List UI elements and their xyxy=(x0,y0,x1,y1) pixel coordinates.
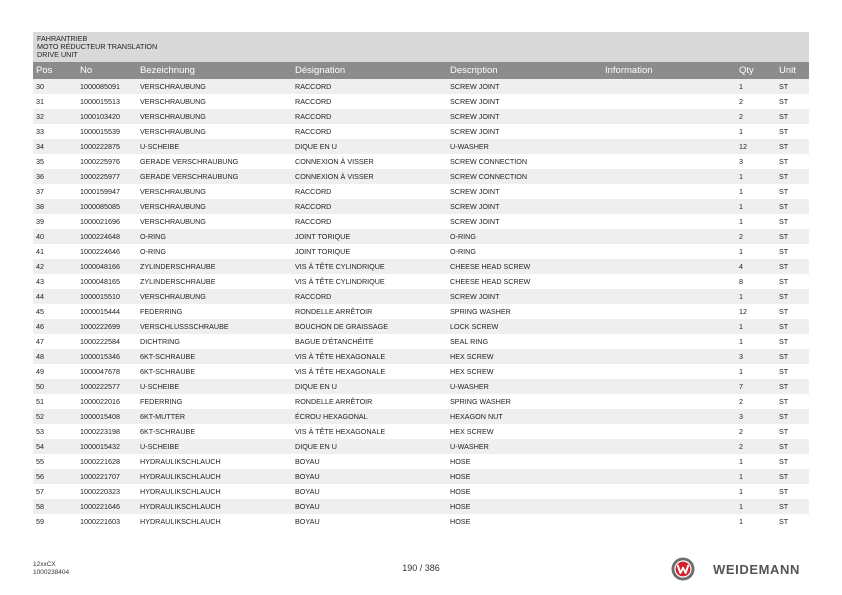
cell-pos: 51 xyxy=(33,394,77,409)
cell-pos: 55 xyxy=(33,454,77,469)
cell-part-number: 1000085085 xyxy=(77,199,137,214)
cell-qty: 3 xyxy=(736,154,776,169)
weidemann-w-logo-icon xyxy=(671,557,695,581)
cell-description: HOSE xyxy=(447,514,602,529)
cell-information xyxy=(602,109,736,124)
cell-information xyxy=(602,304,736,319)
cell-description: SCREW JOINT xyxy=(447,184,602,199)
cell-designation: VIS À TÊTE HEXAGONALE xyxy=(292,364,447,379)
cell-bezeichnung: 6KT-SCHRAUBE xyxy=(137,349,292,364)
cell-designation: VIS À TÊTE CYLINDRIQUE xyxy=(292,274,447,289)
cell-description: HEX SCREW xyxy=(447,364,602,379)
cell-pos: 57 xyxy=(33,484,77,499)
cell-qty: 12 xyxy=(736,139,776,154)
cell-unit: ST xyxy=(776,424,809,439)
cell-part-number: 1000221603 xyxy=(77,514,137,529)
cell-description: SPRING WASHER xyxy=(447,394,602,409)
cell-part-number: 1000222699 xyxy=(77,319,137,334)
cell-pos: 35 xyxy=(33,154,77,169)
cell-pos: 36 xyxy=(33,169,77,184)
cell-description: SPRING WASHER xyxy=(447,304,602,319)
cell-description: HEXAGON NUT xyxy=(447,409,602,424)
cell-pos: 41 xyxy=(33,244,77,259)
cell-qty: 2 xyxy=(736,94,776,109)
cell-unit: ST xyxy=(776,154,809,169)
cell-designation: CONNEXION À VISSER xyxy=(292,154,447,169)
cell-bezeichnung: U-SCHEIBE xyxy=(137,379,292,394)
cell-information xyxy=(602,184,736,199)
section-title-block xyxy=(33,32,809,62)
cell-description: SCREW CONNECTION xyxy=(447,169,602,184)
cell-information xyxy=(602,514,736,529)
cell-description: HEX SCREW xyxy=(447,424,602,439)
table-row xyxy=(33,199,809,214)
cell-part-number: 1000159947 xyxy=(77,184,137,199)
cell-part-number: 1000047678 xyxy=(77,364,137,379)
table-row xyxy=(33,469,809,484)
cell-description: U-WASHER xyxy=(447,439,602,454)
cell-pos: 31 xyxy=(33,94,77,109)
cell-designation: RACCORD xyxy=(292,199,447,214)
cell-bezeichnung: U-SCHEIBE xyxy=(137,439,292,454)
column-header-pos: Pos xyxy=(33,62,77,79)
cell-information xyxy=(602,139,736,154)
cell-bezeichnung: HYDRAULIKSCHLAUCH xyxy=(137,499,292,514)
cell-pos: 53 xyxy=(33,424,77,439)
column-header-qty: Qty xyxy=(736,62,776,79)
cell-information xyxy=(602,499,736,514)
cell-qty: 2 xyxy=(736,424,776,439)
cell-information xyxy=(602,229,736,244)
cell-designation: RACCORD xyxy=(292,184,447,199)
cell-unit: ST xyxy=(776,79,809,94)
cell-designation: DIQUE EN U xyxy=(292,379,447,394)
cell-information xyxy=(602,199,736,214)
cell-designation: DIQUE EN U xyxy=(292,139,447,154)
table-row xyxy=(33,184,809,199)
cell-bezeichnung: HYDRAULIKSCHLAUCH xyxy=(137,484,292,499)
cell-part-number: 1000015346 xyxy=(77,349,137,364)
cell-information xyxy=(602,469,736,484)
cell-unit: ST xyxy=(776,124,809,139)
cell-qty: 1 xyxy=(736,244,776,259)
page-number: 190 / 386 xyxy=(402,563,440,573)
cell-bezeichnung: HYDRAULIKSCHLAUCH xyxy=(137,514,292,529)
cell-designation: VIS À TÊTE HEXAGONALE xyxy=(292,424,447,439)
cell-unit: ST xyxy=(776,349,809,364)
table-row xyxy=(33,304,809,319)
cell-qty: 1 xyxy=(736,79,776,94)
table-row xyxy=(33,319,809,334)
cell-bezeichnung: VERSCHRAUBUNG xyxy=(137,199,292,214)
cell-part-number: 1000015510 xyxy=(77,289,137,304)
cell-description: HEX SCREW xyxy=(447,349,602,364)
cell-information xyxy=(602,349,736,364)
cell-qty: 3 xyxy=(736,409,776,424)
cell-unit: ST xyxy=(776,94,809,109)
column-header-description: Description xyxy=(447,62,602,79)
cell-unit: ST xyxy=(776,109,809,124)
cell-bezeichnung: VERSCHLUSSSCHRAUBE xyxy=(137,319,292,334)
cell-description: U-WASHER xyxy=(447,379,602,394)
cell-unit: ST xyxy=(776,304,809,319)
cell-bezeichnung: VERSCHRAUBUNG xyxy=(137,184,292,199)
cell-unit: ST xyxy=(776,319,809,334)
cell-description: HOSE xyxy=(447,469,602,484)
cell-bezeichnung: DICHTRING xyxy=(137,334,292,349)
cell-pos: 49 xyxy=(33,364,77,379)
cell-unit: ST xyxy=(776,364,809,379)
cell-qty: 1 xyxy=(736,364,776,379)
cell-pos: 44 xyxy=(33,289,77,304)
table-row xyxy=(33,334,809,349)
cell-unit: ST xyxy=(776,184,809,199)
cell-pos: 59 xyxy=(33,514,77,529)
cell-designation: ÉCROU HEXAGONAL xyxy=(292,409,447,424)
section-title-de: FAHRANTRIEB xyxy=(37,34,88,43)
cell-bezeichnung: ZYLINDERSCHRAUBE xyxy=(137,259,292,274)
cell-description: O-RING xyxy=(447,229,602,244)
cell-part-number: 1000221646 xyxy=(77,499,137,514)
table-row xyxy=(33,94,809,109)
cell-unit: ST xyxy=(776,259,809,274)
cell-qty: 1 xyxy=(736,184,776,199)
cell-pos: 43 xyxy=(33,274,77,289)
cell-information xyxy=(602,289,736,304)
cell-part-number: 1000015408 xyxy=(77,409,137,424)
table-row xyxy=(33,154,809,169)
cell-part-number: 1000021696 xyxy=(77,214,137,229)
cell-designation: BOYAU xyxy=(292,499,447,514)
cell-pos: 47 xyxy=(33,334,77,349)
cell-designation: JOINT TORIQUE xyxy=(292,229,447,244)
table-row xyxy=(33,484,809,499)
cell-description: SEAL RING xyxy=(447,334,602,349)
table-row xyxy=(33,244,809,259)
cell-designation: BOYAU xyxy=(292,454,447,469)
table-row xyxy=(33,289,809,304)
cell-qty: 2 xyxy=(736,439,776,454)
cell-pos: 34 xyxy=(33,139,77,154)
column-header-unit: Unit xyxy=(776,62,809,79)
cell-pos: 46 xyxy=(33,319,77,334)
cell-part-number: 1000224648 xyxy=(77,229,137,244)
table-row xyxy=(33,409,809,424)
cell-qty: 2 xyxy=(736,229,776,244)
cell-information xyxy=(602,454,736,469)
section-title-fr: MOTO RÉDUCTEUR TRANSLATION xyxy=(37,42,158,52)
cell-information xyxy=(602,439,736,454)
cell-part-number: 1000048165 xyxy=(77,274,137,289)
cell-description: SCREW JOINT xyxy=(447,94,602,109)
cell-pos: 42 xyxy=(33,259,77,274)
cell-information xyxy=(602,79,736,94)
cell-bezeichnung: O-RING xyxy=(137,229,292,244)
cell-designation: RACCORD xyxy=(292,289,447,304)
cell-unit: ST xyxy=(776,334,809,349)
cell-bezeichnung: FEDERRING xyxy=(137,304,292,319)
cell-description: SCREW JOINT xyxy=(447,289,602,304)
cell-information xyxy=(602,214,736,229)
cell-designation: RACCORD xyxy=(292,124,447,139)
table-row xyxy=(33,394,809,409)
cell-part-number: 1000220323 xyxy=(77,484,137,499)
cell-pos: 37 xyxy=(33,184,77,199)
table-header-row xyxy=(33,62,809,79)
cell-qty: 1 xyxy=(736,469,776,484)
cell-unit: ST xyxy=(776,214,809,229)
cell-qty: 1 xyxy=(736,124,776,139)
cell-information xyxy=(602,379,736,394)
parts-table xyxy=(33,62,809,529)
cell-designation: RACCORD xyxy=(292,214,447,229)
cell-pos: 54 xyxy=(33,439,77,454)
cell-part-number: 1000048166 xyxy=(77,259,137,274)
cell-bezeichnung: VERSCHRAUBUNG xyxy=(137,289,292,304)
brand-wordmark: WEIDEMANN xyxy=(713,562,801,577)
cell-unit: ST xyxy=(776,469,809,484)
cell-pos: 32 xyxy=(33,109,77,124)
parts-table-body xyxy=(33,79,809,529)
cell-part-number: 1000224646 xyxy=(77,244,137,259)
cell-unit: ST xyxy=(776,439,809,454)
cell-information xyxy=(602,364,736,379)
cell-information xyxy=(602,154,736,169)
cell-description: SCREW JOINT xyxy=(447,109,602,124)
cell-designation: RONDELLE ARRÊTOIR xyxy=(292,304,447,319)
cell-qty: 1 xyxy=(736,214,776,229)
cell-designation: BOYAU xyxy=(292,484,447,499)
cell-designation: CONNEXION À VISSER xyxy=(292,169,447,184)
cell-designation: JOINT TORIQUE xyxy=(292,244,447,259)
cell-description: HOSE xyxy=(447,454,602,469)
cell-qty: 7 xyxy=(736,379,776,394)
cell-unit: ST xyxy=(776,274,809,289)
cell-bezeichnung: GERADE VERSCHRAUBUNG xyxy=(137,169,292,184)
cell-pos: 52 xyxy=(33,409,77,424)
cell-pos: 33 xyxy=(33,124,77,139)
cell-pos: 38 xyxy=(33,199,77,214)
cell-description: SCREW CONNECTION xyxy=(447,154,602,169)
cell-bezeichnung: FEDERRING xyxy=(137,394,292,409)
cell-description: SCREW JOINT xyxy=(447,199,602,214)
cell-description: HOSE xyxy=(447,484,602,499)
cell-qty: 3 xyxy=(736,349,776,364)
cell-qty: 1 xyxy=(736,514,776,529)
cell-information xyxy=(602,244,736,259)
cell-qty: 1 xyxy=(736,169,776,184)
cell-qty: 1 xyxy=(736,454,776,469)
cell-description: O-RING xyxy=(447,244,602,259)
cell-unit: ST xyxy=(776,484,809,499)
column-header-designation: Désignation xyxy=(292,62,447,79)
cell-information xyxy=(602,424,736,439)
cell-designation: BOYAU xyxy=(292,469,447,484)
cell-pos: 56 xyxy=(33,469,77,484)
cell-part-number: 1000015539 xyxy=(77,124,137,139)
cell-pos: 30 xyxy=(33,79,77,94)
cell-designation: BAGUE D'ÉTANCHÉITÉ xyxy=(292,334,447,349)
table-row xyxy=(33,379,809,394)
cell-designation: RONDELLE ARRÊTOIR xyxy=(292,394,447,409)
cell-qty: 1 xyxy=(736,289,776,304)
cell-unit: ST xyxy=(776,199,809,214)
cell-unit: ST xyxy=(776,409,809,424)
table-row xyxy=(33,274,809,289)
cell-part-number: 1000222875 xyxy=(77,139,137,154)
cell-unit: ST xyxy=(776,394,809,409)
table-row xyxy=(33,229,809,244)
cell-description: HOSE xyxy=(447,499,602,514)
table-row xyxy=(33,79,809,94)
cell-pos: 50 xyxy=(33,379,77,394)
table-row xyxy=(33,424,809,439)
cell-bezeichnung: VERSCHRAUBUNG xyxy=(137,124,292,139)
cell-qty: 1 xyxy=(736,484,776,499)
cell-information xyxy=(602,259,736,274)
cell-unit: ST xyxy=(776,514,809,529)
cell-information xyxy=(602,94,736,109)
cell-bezeichnung: U-SCHEIBE xyxy=(137,139,292,154)
cell-pos: 48 xyxy=(33,349,77,364)
cell-information xyxy=(602,274,736,289)
cell-qty: 2 xyxy=(736,394,776,409)
table-row xyxy=(33,259,809,274)
cell-qty: 12 xyxy=(736,304,776,319)
cell-pos: 58 xyxy=(33,499,77,514)
cell-part-number: 1000225976 xyxy=(77,154,137,169)
cell-qty: 1 xyxy=(736,319,776,334)
table-row xyxy=(33,124,809,139)
cell-information xyxy=(602,319,736,334)
cell-information xyxy=(602,169,736,184)
cell-description: LOCK SCREW xyxy=(447,319,602,334)
table-row xyxy=(33,214,809,229)
column-header-no: No xyxy=(77,62,137,79)
cell-designation: DIQUE EN U xyxy=(292,439,447,454)
cell-part-number: 1000015513 xyxy=(77,94,137,109)
cell-bezeichnung: GERADE VERSCHRAUBUNG xyxy=(137,154,292,169)
table-row xyxy=(33,169,809,184)
cell-information xyxy=(602,124,736,139)
cell-part-number: 1000223198 xyxy=(77,424,137,439)
cell-part-number: 1000015432 xyxy=(77,439,137,454)
cell-unit: ST xyxy=(776,379,809,394)
cell-unit: ST xyxy=(776,289,809,304)
cell-designation: BOUCHON DE GRAISSAGE xyxy=(292,319,447,334)
cell-designation: VIS À TÊTE HEXAGONALE xyxy=(292,349,447,364)
table-row xyxy=(33,499,809,514)
cell-unit: ST xyxy=(776,454,809,469)
table-row xyxy=(33,454,809,469)
cell-qty: 1 xyxy=(736,334,776,349)
cell-description: SCREW JOINT xyxy=(447,79,602,94)
cell-designation: RACCORD xyxy=(292,94,447,109)
cell-pos: 39 xyxy=(33,214,77,229)
table-row xyxy=(33,439,809,454)
cell-description: CHEESE HEAD SCREW xyxy=(447,259,602,274)
cell-qty: 1 xyxy=(736,199,776,214)
cell-qty: 8 xyxy=(736,274,776,289)
cell-bezeichnung: VERSCHRAUBUNG xyxy=(137,109,292,124)
section-title-en: DRIVE UNIT xyxy=(37,50,78,60)
cell-description: U-WASHER xyxy=(447,139,602,154)
table-row xyxy=(33,514,809,529)
cell-qty: 2 xyxy=(736,109,776,124)
table-row xyxy=(33,364,809,379)
table-row xyxy=(33,349,809,364)
cell-part-number: 1000015444 xyxy=(77,304,137,319)
cell-unit: ST xyxy=(776,139,809,154)
cell-pos: 40 xyxy=(33,229,77,244)
table-row xyxy=(33,139,809,154)
cell-bezeichnung: O-RING xyxy=(137,244,292,259)
cell-information xyxy=(602,484,736,499)
cell-bezeichnung: VERSCHRAUBUNG xyxy=(137,79,292,94)
cell-unit: ST xyxy=(776,244,809,259)
cell-description: SCREW JOINT xyxy=(447,214,602,229)
cell-part-number: 1000085091 xyxy=(77,79,137,94)
cell-part-number: 1000022016 xyxy=(77,394,137,409)
cell-information xyxy=(602,394,736,409)
footer-model: 12xxCX xyxy=(33,561,56,568)
cell-part-number: 1000221707 xyxy=(77,469,137,484)
table-row xyxy=(33,109,809,124)
cell-bezeichnung: ZYLINDERSCHRAUBE xyxy=(137,274,292,289)
cell-description: SCREW JOINT xyxy=(447,124,602,139)
cell-bezeichnung: HYDRAULIKSCHLAUCH xyxy=(137,469,292,484)
cell-bezeichnung: HYDRAULIKSCHLAUCH xyxy=(137,454,292,469)
cell-bezeichnung: 6KT-MUTTER xyxy=(137,409,292,424)
cell-part-number: 1000103420 xyxy=(77,109,137,124)
cell-part-number: 1000221628 xyxy=(77,454,137,469)
cell-designation: BOYAU xyxy=(292,514,447,529)
cell-unit: ST xyxy=(776,229,809,244)
cell-bezeichnung: 6KT-SCHRAUBE xyxy=(137,424,292,439)
cell-information xyxy=(602,334,736,349)
cell-pos: 45 xyxy=(33,304,77,319)
cell-unit: ST xyxy=(776,169,809,184)
cell-part-number: 1000225977 xyxy=(77,169,137,184)
cell-part-number: 1000222577 xyxy=(77,379,137,394)
cell-description: CHEESE HEAD SCREW xyxy=(447,274,602,289)
cell-information xyxy=(602,409,736,424)
cell-designation: RACCORD xyxy=(292,79,447,94)
cell-designation: VIS À TÊTE CYLINDRIQUE xyxy=(292,259,447,274)
cell-qty: 4 xyxy=(736,259,776,274)
cell-bezeichnung: 6KT-SCHRAUBE xyxy=(137,364,292,379)
column-header-information: Information xyxy=(602,62,736,79)
cell-designation: RACCORD xyxy=(292,109,447,124)
cell-bezeichnung: VERSCHRAUBUNG xyxy=(137,214,292,229)
cell-unit: ST xyxy=(776,499,809,514)
cell-qty: 1 xyxy=(736,499,776,514)
cell-part-number: 1000222584 xyxy=(77,334,137,349)
footer-doc-number: 1000238404 xyxy=(33,568,70,576)
cell-bezeichnung: VERSCHRAUBUNG xyxy=(137,94,292,109)
column-header-bezeichnung: Bezeichnung xyxy=(137,62,292,79)
